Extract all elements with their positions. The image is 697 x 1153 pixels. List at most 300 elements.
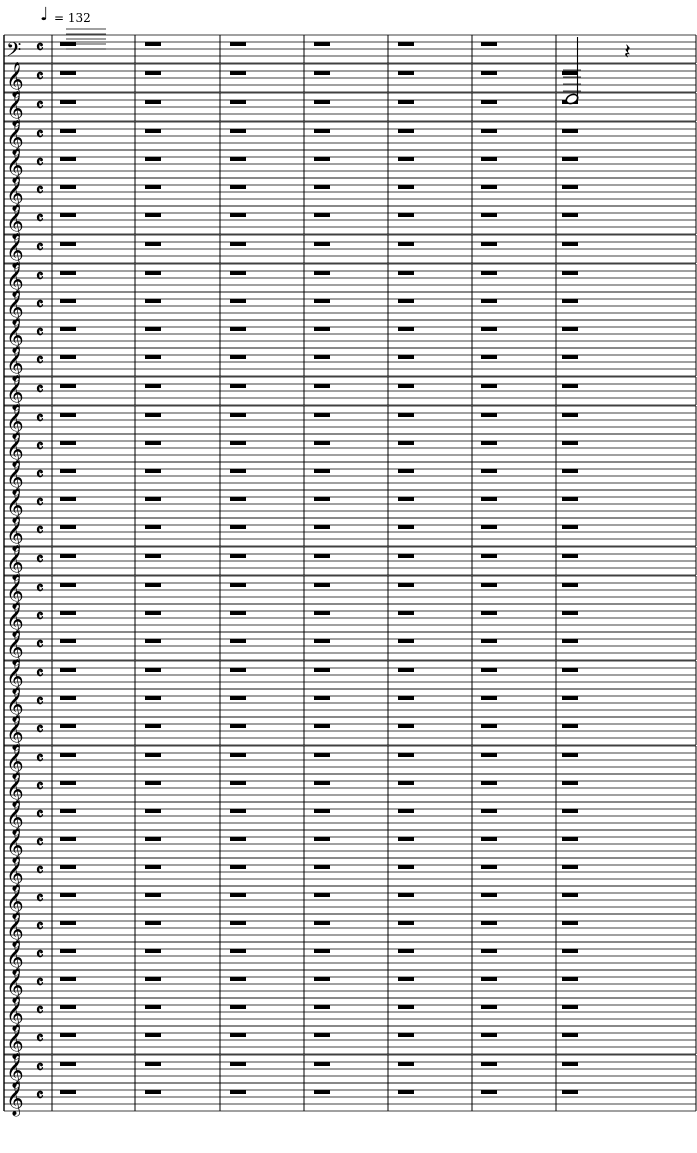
whole-rest-icon [398,100,414,104]
whole-rest-icon [562,809,578,813]
whole-rest-icon [230,384,246,388]
whole-rest-icon [230,1033,246,1037]
treble-clef-icon: 𝄞 [6,346,24,381]
whole-rest-icon [314,42,330,46]
time-signature-icon: 𝄴 [36,635,44,655]
treble-clef-icon: 𝄞 [6,545,24,580]
whole-rest-icon [314,837,330,841]
whole-rest-icon [60,809,76,813]
whole-rest-icon [60,781,76,785]
whole-rest-icon [481,185,497,189]
whole-rest-icon [481,583,497,587]
whole-rest-icon [314,100,330,104]
whole-rest-icon [562,242,578,246]
time-signature-icon: 𝄴 [36,917,44,937]
treble-clef-icon: 𝄞 [6,574,24,609]
treble-clef-icon: 𝄞 [6,744,24,779]
staff [4,176,696,212]
whole-rest-icon [145,469,161,473]
time-signature-icon: 𝄴 [36,209,44,229]
whole-rest-icon [60,384,76,388]
staff [4,912,696,948]
whole-rest-icon [562,639,578,643]
whole-rest-icon [398,327,414,331]
whole-rest-icon [398,185,414,189]
time-signature-icon: 𝄴 [36,409,44,429]
treble-clef-icon: 𝄞 [6,940,24,975]
staff [4,744,696,780]
time-signature-icon: 𝄴 [36,67,44,87]
whole-rest-icon [145,949,161,953]
whole-rest-icon [562,554,578,558]
whole-rest-icon [60,299,76,303]
whole-rest-icon [60,668,76,672]
whole-rest-icon [314,213,330,217]
whole-rest-icon [398,583,414,587]
staff [4,574,696,610]
whole-rest-icon [481,327,497,331]
whole-rest-icon [481,781,497,785]
whole-rest-icon [230,583,246,587]
treble-clef-icon: 𝄞 [6,460,24,495]
staff [4,772,696,808]
whole-rest-icon [562,441,578,445]
whole-rest-icon [230,185,246,189]
whole-rest-icon [562,327,578,331]
whole-rest-icon [230,71,246,75]
whole-rest-icon [562,185,578,189]
staff [4,884,696,920]
whole-rest-icon [398,413,414,417]
whole-rest-icon [60,639,76,643]
whole-rest-icon [314,753,330,757]
whole-rest-icon [398,469,414,473]
whole-rest-icon [314,299,330,303]
treble-clef-icon: 𝄞 [6,996,24,1031]
whole-rest-icon [230,1005,246,1009]
staff [4,659,696,695]
whole-rest-icon [230,724,246,728]
whole-rest-icon [314,1090,330,1094]
whole-rest-icon [481,893,497,897]
time-signature-icon: 𝄴 [36,153,44,173]
whole-rest-icon [562,384,578,388]
whole-rest-icon [145,497,161,501]
whole-rest-icon [562,611,578,615]
whole-rest-icon [60,1005,76,1009]
whole-rest-icon [562,157,578,161]
whole-rest-icon [230,837,246,841]
whole-rest-icon [60,696,76,700]
whole-rest-icon [230,554,246,558]
whole-rest-icon [314,497,330,501]
whole-rest-icon [314,271,330,275]
whole-rest-icon [481,384,497,388]
whole-rest-icon [481,809,497,813]
whole-rest-icon [481,724,497,728]
whole-rest-icon [562,271,578,275]
whole-rest-icon [145,413,161,417]
whole-rest-icon [60,921,76,925]
whole-rest-icon [314,129,330,133]
treble-clef-icon: 𝄞 [6,828,24,863]
whole-rest-icon [314,355,330,359]
whole-rest-icon [481,696,497,700]
whole-rest-icon [145,639,161,643]
whole-rest-icon [230,42,246,46]
whole-rest-icon [481,1090,497,1094]
whole-rest-icon [145,668,161,672]
whole-rest-icon [562,921,578,925]
whole-rest-icon [481,525,497,529]
whole-rest-icon [562,977,578,981]
whole-rest-icon [60,583,76,587]
time-signature-icon: 𝄴 [36,267,44,287]
staff [4,828,696,864]
whole-rest-icon [314,1062,330,1066]
whole-rest-icon [398,639,414,643]
whole-rest-icon [481,865,497,869]
whole-rest-icon [481,100,497,104]
whole-rest-icon [230,525,246,529]
whole-rest-icon [60,71,76,75]
whole-rest-icon [314,327,330,331]
whole-rest-icon [562,583,578,587]
whole-rest-icon [60,469,76,473]
time-signature-icon: 𝄴 [36,973,44,993]
whole-rest-icon [562,299,578,303]
whole-rest-icon [562,1005,578,1009]
whole-rest-icon [481,157,497,161]
whole-rest-icon [314,921,330,925]
whole-rest-icon [481,71,497,75]
whole-rest-icon [398,977,414,981]
whole-rest-icon [314,583,330,587]
whole-rest-icon [60,893,76,897]
whole-rest-icon [230,327,246,331]
time-signature-icon: 𝄴 [36,238,44,258]
whole-rest-icon [481,1062,497,1066]
whole-rest-icon [60,213,76,217]
whole-rest-icon [230,242,246,246]
whole-rest-icon [481,469,497,473]
staff [4,432,696,468]
whole-rest-icon [230,129,246,133]
whole-rest-icon [145,1062,161,1066]
whole-rest-icon [314,893,330,897]
time-signature-icon: 𝄴 [36,493,44,513]
whole-rest-icon [562,525,578,529]
whole-rest-icon [145,781,161,785]
whole-rest-icon [398,355,414,359]
whole-rest-icon [314,185,330,189]
whole-rest-icon [145,185,161,189]
whole-rest-icon [398,299,414,303]
whole-rest-icon [562,1062,578,1066]
whole-rest-icon [481,753,497,757]
whole-rest-icon [398,441,414,445]
time-signature-icon: 𝄴 [36,692,44,712]
whole-rest-icon [145,724,161,728]
whole-rest-icon [398,1062,414,1066]
whole-rest-icon [145,1033,161,1037]
whole-rest-icon [398,724,414,728]
time-signature-icon: 𝄴 [36,945,44,965]
whole-rest-icon [481,413,497,417]
staff-system [4,29,696,1117]
whole-rest-icon [562,781,578,785]
whole-rest-icon [314,781,330,785]
treble-clef-icon: 𝄞 [6,715,24,750]
whole-rest-icon [60,753,76,757]
time-signature-icon: 𝄴 [36,521,44,541]
whole-rest-icon [230,865,246,869]
whole-rest-icon [562,696,578,700]
whole-rest-icon [230,355,246,359]
whole-rest-icon [398,242,414,246]
staff [4,800,696,836]
treble-clef-icon: 𝄞 [6,404,24,439]
time-signature-icon: 𝄴 [36,1086,44,1106]
whole-rest-icon [60,1033,76,1037]
whole-rest-icon [481,639,497,643]
treble-clef-icon: 𝄞 [6,62,24,97]
whole-rest-icon [145,242,161,246]
whole-rest-icon [60,837,76,841]
whole-rest-icon [145,157,161,161]
whole-rest-icon [314,469,330,473]
whole-rest-icon [398,837,414,841]
time-signature-icon: 𝄴 [36,805,44,825]
treble-clef-icon: 𝄞 [6,630,24,665]
treble-clef-icon: 𝄞 [6,290,24,325]
whole-rest-icon [481,271,497,275]
whole-rest-icon [145,611,161,615]
whole-rest-icon [314,696,330,700]
treble-clef-icon: 𝄞 [6,516,24,551]
whole-rest-icon [145,1090,161,1094]
whole-rest-icon [481,441,497,445]
whole-rest-icon [481,1033,497,1037]
whole-rest-icon [60,185,76,189]
treble-clef-icon: 𝄞 [6,687,24,722]
whole-rest-icon [230,271,246,275]
whole-rest-icon [314,384,330,388]
staff [4,262,696,298]
time-signature-icon: 𝄴 [36,96,44,116]
whole-rest-icon [145,893,161,897]
time-signature-icon: 𝄴 [36,351,44,371]
time-signature-icon: 𝄴 [36,1001,44,1021]
whole-rest-icon [481,837,497,841]
time-signature-icon: 𝄴 [36,720,44,740]
time-signature-icon: 𝄴 [36,465,44,485]
whole-rest-icon [314,71,330,75]
whole-rest-icon [230,921,246,925]
time-signature-icon: 𝄴 [36,1029,44,1049]
whole-rest-icon [145,921,161,925]
whole-rest-icon [481,921,497,925]
staff [4,996,696,1032]
whole-rest-icon [562,668,578,672]
whole-rest-icon [398,696,414,700]
whole-rest-icon [398,271,414,275]
whole-rest-icon [562,753,578,757]
treble-clef-icon: 𝄞 [6,488,24,523]
whole-rest-icon [398,1033,414,1037]
whole-rest-icon [230,611,246,615]
whole-rest-icon [60,327,76,331]
whole-rest-icon [60,977,76,981]
whole-rest-icon [60,497,76,501]
tempo-marking [40,4,91,25]
whole-rest-icon [60,413,76,417]
whole-rest-icon [145,583,161,587]
bass-clef-icon: 𝄢 [6,38,22,66]
whole-rest-icon [398,1090,414,1094]
whole-rest-icon [398,71,414,75]
staff [4,856,696,892]
whole-rest-icon [60,525,76,529]
whole-rest-icon [230,469,246,473]
whole-rest-icon [562,497,578,501]
staff [4,148,696,184]
tempo-text: = 132 [54,11,91,25]
whole-rest-icon [230,809,246,813]
whole-rest-icon [145,441,161,445]
time-signature-icon: 𝄴 [36,380,44,400]
whole-rest-icon [481,355,497,359]
time-signature-icon: 𝄴 [36,38,44,58]
whole-rest-icon [60,724,76,728]
whole-rest-icon [230,977,246,981]
whole-rest-icon [398,865,414,869]
whole-rest-icon [314,639,330,643]
treble-clef-icon: 𝄞 [6,856,24,891]
tempo-note-icon: ♩ [40,4,49,25]
whole-rest-icon [230,413,246,417]
whole-rest-icon [145,554,161,558]
whole-rest-icon [398,497,414,501]
whole-rest-icon [60,157,76,161]
time-signature-icon: 𝄴 [36,579,44,599]
whole-rest-icon [145,42,161,46]
whole-rest-icon [562,413,578,417]
time-signature-icon: 𝄴 [36,125,44,145]
treble-clef-icon: 𝄞 [6,148,24,183]
whole-rest-icon [145,129,161,133]
whole-rest-icon [398,668,414,672]
staff [4,1081,696,1117]
time-signature-icon: 𝄴 [36,607,44,627]
whole-rest-icon [145,865,161,869]
whole-rest-icon [398,753,414,757]
whole-rest-icon [145,753,161,757]
whole-rest-icon [398,554,414,558]
time-signature-icon: 𝄴 [36,664,44,684]
whole-rest-icon [60,865,76,869]
time-signature-icon: 𝄴 [36,861,44,881]
whole-rest-icon [145,977,161,981]
whole-rest-icon [60,949,76,953]
whole-rest-icon [481,949,497,953]
whole-rest-icon [481,42,497,46]
whole-rest-icon [145,1005,161,1009]
whole-rest-icon [398,42,414,46]
whole-rest-icon [481,554,497,558]
treble-clef-icon: 𝄞 [6,968,24,1003]
whole-rest-icon [398,921,414,925]
whole-rest-icon [562,129,578,133]
whole-rest-icon [481,611,497,615]
treble-clef-icon: 𝄞 [6,262,24,297]
whole-rest-icon [481,242,497,246]
treble-clef-icon: 𝄞 [6,1053,24,1088]
time-signature-icon: 𝄴 [36,777,44,797]
whole-rest-icon [481,977,497,981]
whole-rest-icon [398,611,414,615]
whole-rest-icon [314,977,330,981]
whole-rest-icon [562,213,578,217]
whole-rest-icon [481,129,497,133]
whole-rest-icon [60,271,76,275]
treble-clef-icon: 𝄞 [6,1081,24,1116]
whole-rest-icon [481,1005,497,1009]
staff [4,35,696,66]
whole-rest-icon [314,157,330,161]
treble-clef-icon: 𝄞 [6,233,24,268]
whole-rest-icon [60,554,76,558]
whole-rest-icon [481,497,497,501]
whole-rest-icon [398,213,414,217]
staff [4,1053,696,1089]
whole-rest-icon [398,809,414,813]
whole-rest-icon [562,949,578,953]
staff [4,318,696,354]
whole-rest-icon [314,1033,330,1037]
whole-rest-icon [562,724,578,728]
whole-rest-icon [562,71,578,75]
whole-rest-icon [230,1090,246,1094]
whole-rest-icon [314,441,330,445]
whole-rest-icon [145,384,161,388]
whole-rest-icon [60,441,76,445]
whole-rest-icon [314,554,330,558]
whole-rest-icon [145,355,161,359]
whole-rest-icon [562,893,578,897]
whole-rest-icon [145,809,161,813]
treble-clef-icon: 𝄞 [6,120,24,155]
whole-rest-icon [230,781,246,785]
whole-rest-icon [481,213,497,217]
staff [4,460,696,496]
whole-rest-icon [481,668,497,672]
whole-rest-icon [145,271,161,275]
whole-rest-icon [145,525,161,529]
time-signature-icon: 𝄴 [36,181,44,201]
staff [4,940,696,976]
whole-rest-icon [398,781,414,785]
staff [4,602,696,638]
whole-rest-icon [230,753,246,757]
quarter-rest-icon: 𝄽 [624,40,631,65]
treble-clef-icon: 𝄞 [6,1024,24,1059]
whole-rest-icon [230,441,246,445]
whole-rest-icon [60,100,76,104]
staff [4,120,696,156]
whole-rest-icon [145,213,161,217]
time-signature-icon: 𝄴 [36,323,44,343]
